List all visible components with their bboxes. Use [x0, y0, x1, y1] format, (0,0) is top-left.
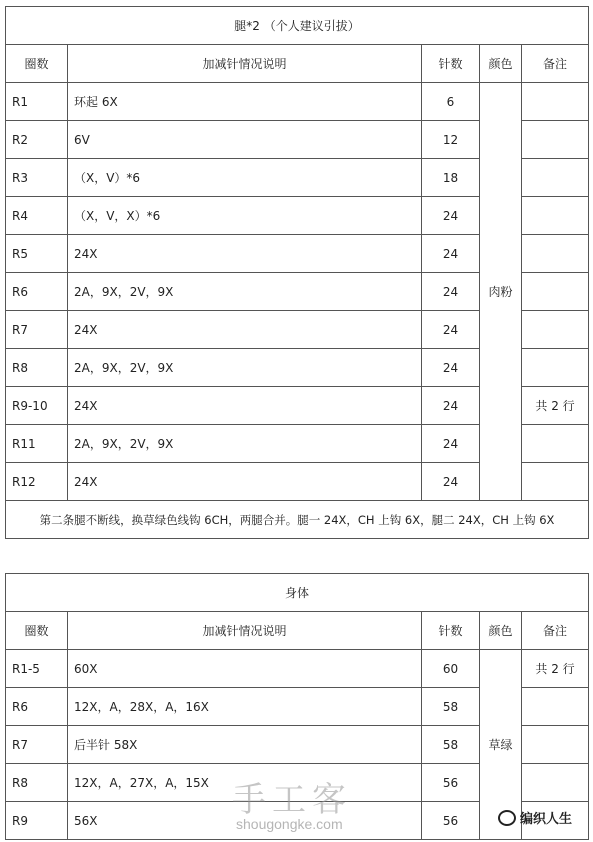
description-cell: 24X: [68, 387, 422, 425]
description-cell: 56X: [68, 802, 422, 840]
description-cell: （X，V）*6: [68, 159, 422, 197]
round-cell: R1-5: [6, 650, 68, 688]
description-cell: 60X: [68, 650, 422, 688]
leg-table-footer: 第二条腿不断线，换草绿色线钩 6CH，两腿合并。腿一 24X，CH 上钩 6X，腿二 24X，CH 上钩 6X: [6, 501, 589, 539]
note-cell: [522, 273, 589, 311]
round-cell: R7: [6, 726, 68, 764]
leg-table-header: [6, 45, 589, 83]
stitch-count-cell: 56: [422, 802, 480, 840]
round-cell: R7: [6, 311, 68, 349]
header-color: 颜色: [480, 45, 522, 83]
stitch-count-cell: 24: [422, 349, 480, 387]
color-cell: 肉粉: [480, 83, 522, 501]
stitch-count-cell: 24: [422, 425, 480, 463]
header-stitch-count: 针数: [422, 612, 480, 650]
watermark-url: shougongke.com: [236, 816, 343, 832]
description-cell: 2A，9X，2V，9X: [68, 273, 422, 311]
description-cell: 6V: [68, 121, 422, 159]
description-cell: 2A，9X，2V，9X: [68, 349, 422, 387]
header-color: 颜色: [480, 612, 522, 650]
header-description: 加减针情况说明: [68, 45, 422, 83]
body-table-title: 身体: [6, 574, 589, 612]
header-note: 备注: [522, 612, 589, 650]
stitch-count-cell: 60: [422, 650, 480, 688]
description-cell: 24X: [68, 235, 422, 273]
note-cell: [522, 802, 589, 840]
header-round: 圈数: [6, 612, 68, 650]
round-cell: R9: [6, 802, 68, 840]
stitch-count-cell: 24: [422, 235, 480, 273]
header-note: 备注: [522, 45, 589, 83]
table-row: [6, 83, 589, 121]
note-cell: [522, 159, 589, 197]
color-cell: 草绿: [480, 650, 522, 840]
description-cell: 环起 6X: [68, 83, 422, 121]
stitch-count-cell: 6: [422, 83, 480, 121]
note-cell: [522, 235, 589, 273]
note-cell: [522, 121, 589, 159]
account-name: 编织人生: [520, 812, 573, 827]
description-cell: 24X: [68, 463, 422, 501]
note-cell: [522, 197, 589, 235]
description-cell: 2A，9X，2V，9X: [68, 425, 422, 463]
watermark-logo-text: 手工客: [232, 780, 352, 820]
note-cell: [522, 83, 589, 121]
round-cell: R11: [6, 425, 68, 463]
round-cell: R9-10: [6, 387, 68, 425]
stitch-count-cell: 24: [422, 387, 480, 425]
header-description: 加减针情况说明: [68, 612, 422, 650]
note-cell: [522, 726, 589, 764]
description-cell: 12X，A，28X，A，16X: [68, 688, 422, 726]
stitch-count-cell: 56: [422, 764, 480, 802]
stitch-count-cell: 58: [422, 688, 480, 726]
stitch-count-cell: 24: [422, 273, 480, 311]
note-cell: [522, 463, 589, 501]
round-cell: R8: [6, 764, 68, 802]
description-cell: 24X: [68, 311, 422, 349]
leg-pattern-table: [5, 6, 589, 539]
round-cell: R1: [6, 83, 68, 121]
stitch-count-cell: 24: [422, 197, 480, 235]
note-cell: [522, 688, 589, 726]
round-cell: R6: [6, 273, 68, 311]
note-cell: [522, 349, 589, 387]
stitch-count-cell: 58: [422, 726, 480, 764]
round-cell: R6: [6, 688, 68, 726]
description-cell: 后半针 58X: [68, 726, 422, 764]
note-cell: [522, 311, 589, 349]
stitch-count-cell: 24: [422, 463, 480, 501]
description-cell: （X，V，X）*6: [68, 197, 422, 235]
table-row: [6, 650, 589, 688]
round-cell: R5: [6, 235, 68, 273]
round-cell: R3: [6, 159, 68, 197]
round-cell: R4: [6, 197, 68, 235]
note-cell: [522, 425, 589, 463]
stitch-count-cell: 18: [422, 159, 480, 197]
stitch-count-cell: 12: [422, 121, 480, 159]
note-cell: 共 2 行: [522, 387, 589, 425]
body-table-header: [6, 612, 589, 650]
round-cell: R8: [6, 349, 68, 387]
header-stitch-count: 针数: [422, 45, 480, 83]
note-cell: 共 2 行: [522, 650, 589, 688]
round-cell: R2: [6, 121, 68, 159]
leg-table-title: 腿*2 （个人建议引拔）: [6, 7, 589, 45]
note-cell: [522, 764, 589, 802]
description-cell: 12X，A，27X，A，15X: [68, 764, 422, 802]
stitch-count-cell: 24: [422, 311, 480, 349]
round-cell: R12: [6, 463, 68, 501]
header-round: 圈数: [6, 45, 68, 83]
body-pattern-table: [5, 573, 589, 840]
